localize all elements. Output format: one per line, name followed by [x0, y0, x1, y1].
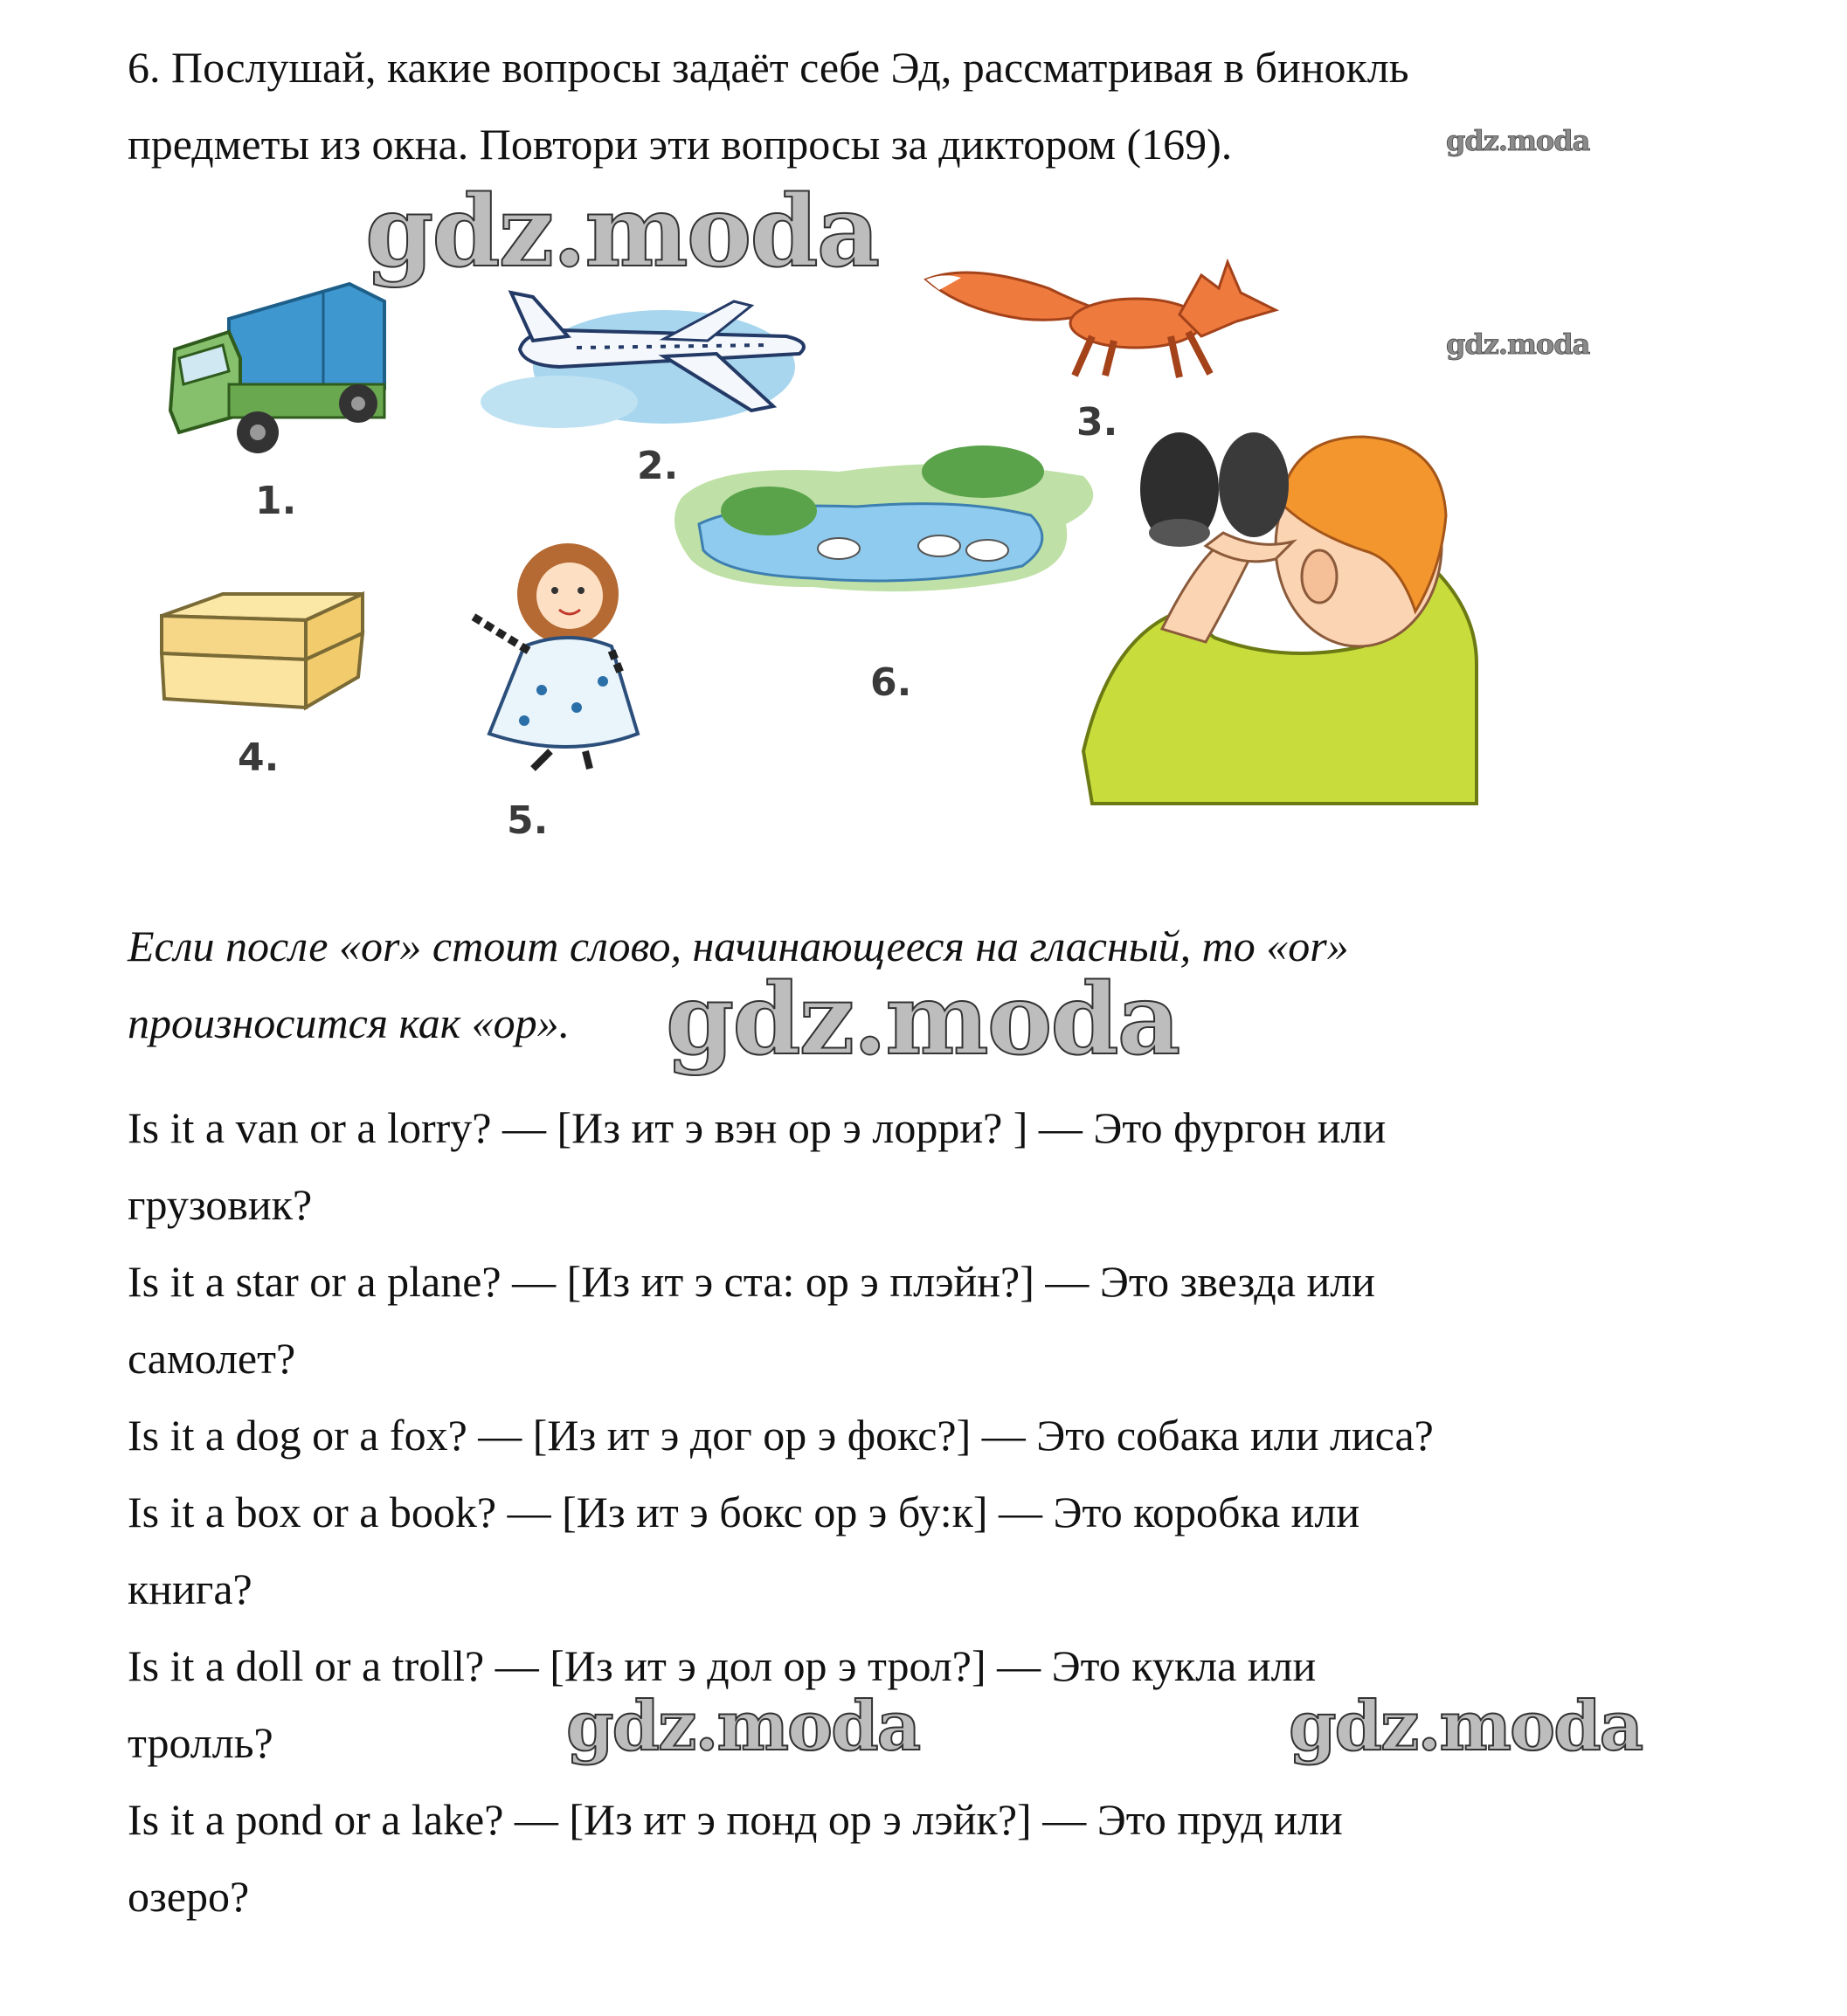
truck-picture: [170, 284, 384, 453]
box-picture: [162, 594, 363, 708]
figure-label-3: 3.: [1076, 400, 1118, 445]
watermark-medium: gdz.moda: [1289, 1687, 1643, 1766]
qa-line: грузовик?: [128, 1180, 313, 1229]
figure-label-4: 4.: [238, 735, 280, 780]
qa-line: озеро?: [128, 1872, 250, 1921]
note-line-1: Если после «or» стоит слово, начинающееся на гласный, то «or»: [128, 922, 1349, 970]
note-line-2: произносится как «ор».: [128, 998, 571, 1047]
watermark-medium: gdz.moda: [566, 1687, 920, 1766]
figure-label-1: 1.: [255, 479, 297, 523]
figure-label-6: 6.: [870, 660, 912, 705]
doll-picture: [472, 543, 638, 769]
watermark-small: gdz.moda: [1446, 328, 1590, 361]
watermark-large: gdz.moda: [365, 175, 879, 289]
qa-line: Is it a van or a lorry? — [Из ит э вэн ор э лорри? ] — Это фургон или: [128, 1103, 1387, 1152]
watermark-small: gdz.moda: [1446, 124, 1590, 157]
qa-line: книга?: [128, 1564, 252, 1613]
figure-label-5: 5.: [507, 798, 549, 843]
qa-line: Is it a doll or a troll? — [Из ит э дол ор э трол?] — Это кукла или: [128, 1641, 1317, 1690]
qa-line: Is it a star or a plane? — [Из ит э ста: ор э плэйн?] — Это звезда или: [128, 1257, 1375, 1306]
qa-line: тролль?: [128, 1718, 273, 1767]
boy-with-binoculars-picture: [1083, 432, 1477, 804]
pond-picture: [674, 445, 1093, 591]
fox-picture: [926, 262, 1276, 377]
figure-label-2: 2.: [637, 444, 679, 488]
qa-line: самолет?: [128, 1334, 296, 1383]
qa-line: Is it a pond or a lake? — [Из ит э понд ор э лэйк?] — Это пруд или: [128, 1795, 1343, 1844]
qa-line: Is it a box or a book? — [Из ит э бокс ор э бу:к] — Это коробка или: [128, 1488, 1360, 1536]
plane-picture: [481, 293, 804, 428]
watermark-large: gdz.moda: [666, 963, 1179, 1077]
qa-line: Is it a dog or a fox? — [Из ит э дог ор э фокс?] — Это собака или лиса?: [128, 1411, 1434, 1460]
exercise-title-line-2: предметы из окна. Повтори эти вопросы за диктором (169).: [128, 120, 1233, 169]
exercise-title-line-1: 6. Послушай, какие вопросы задаёт себе Эд, рассматривая в бинокль: [128, 43, 1409, 92]
